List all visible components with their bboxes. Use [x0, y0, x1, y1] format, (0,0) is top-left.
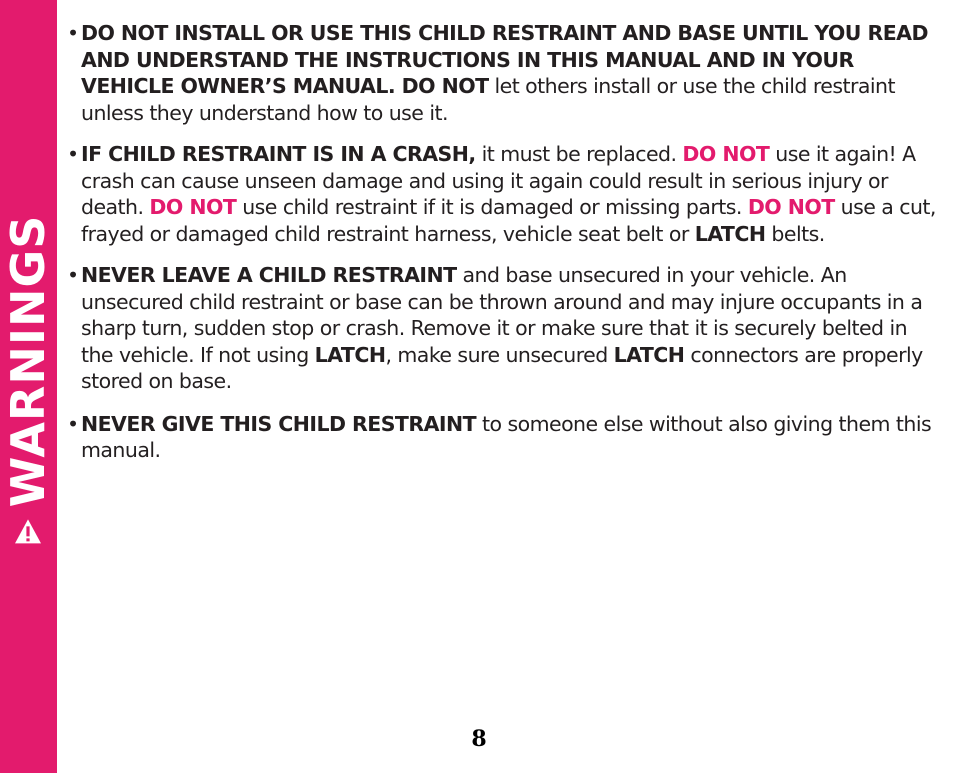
warnings-list [67, 20, 939, 464]
warning-lead: NEVER LEAVE A CHILD RESTRAINT [81, 263, 457, 287]
warning-text: connectors are properly stored on base. [81, 342, 923, 393]
warning-text: use a cut, frayed or damaged child restraint harness, vehicle seat belt or [81, 195, 936, 246]
warning-text: it must be replaced. [475, 142, 683, 166]
sidebar-label-group [1, 214, 55, 546]
latch-term: LATCH [314, 342, 386, 367]
bullet: • [67, 142, 79, 166]
bullet: • [67, 21, 79, 45]
do-not-emphasis: DO NOT [149, 195, 237, 219]
warning-item [67, 20, 939, 126]
warning-text: belts. [765, 221, 825, 246]
warning-text: use it again! A crash can cause unseen damage and using it again could result in serious injury or death. [81, 142, 916, 219]
warning-text: use child restraint if it is damaged or missing parts. [236, 195, 748, 219]
do-not-emphasis: DO NOT [682, 142, 770, 166]
page-number: 8 [471, 726, 487, 752]
sidebar-title: WARNINGS [1, 214, 55, 508]
warning-text: and base unsecured in your vehicle. An unsecured child restraint or base can be thrown around and may injure occupants in a sharp turn, sudden stop or crash. Remove it or make sure that it is securely belted in the vehicle. If not using [81, 263, 923, 367]
warning-text: let others install or use the child restraint unless they understand how to use it. [81, 74, 895, 125]
warnings-sidebar [0, 0, 57, 773]
warning-lead: NEVER GIVE THIS CHILD RESTRAINT [81, 411, 477, 436]
warning-item [67, 262, 939, 395]
bullet: • [67, 263, 79, 287]
latch-term: LATCH [694, 221, 766, 246]
warning-item [67, 141, 939, 247]
warning-text: , make sure unsecured [385, 342, 614, 367]
do-not-emphasis: DO NOT [747, 195, 835, 219]
bullet: • [67, 411, 79, 436]
warning-item [67, 411, 939, 464]
warning-triangle-icon [15, 517, 41, 545]
warning-lead: DO NOT INSTALL OR USE THIS CHILD RESTRAINT AND BASE UNTIL YOU READ AND UNDERSTAND THE INSTRUCTIONS IN THIS MANUAL AND IN YOUR VEHICLE OWNER’S MANUAL. DO NOT [81, 21, 928, 98]
warning-text: to someone else without also giving them this manual. [81, 411, 932, 462]
warning-lead: IF CHILD RESTRAINT IS IN A CRASH, [81, 142, 476, 166]
latch-term: LATCH [613, 342, 685, 367]
